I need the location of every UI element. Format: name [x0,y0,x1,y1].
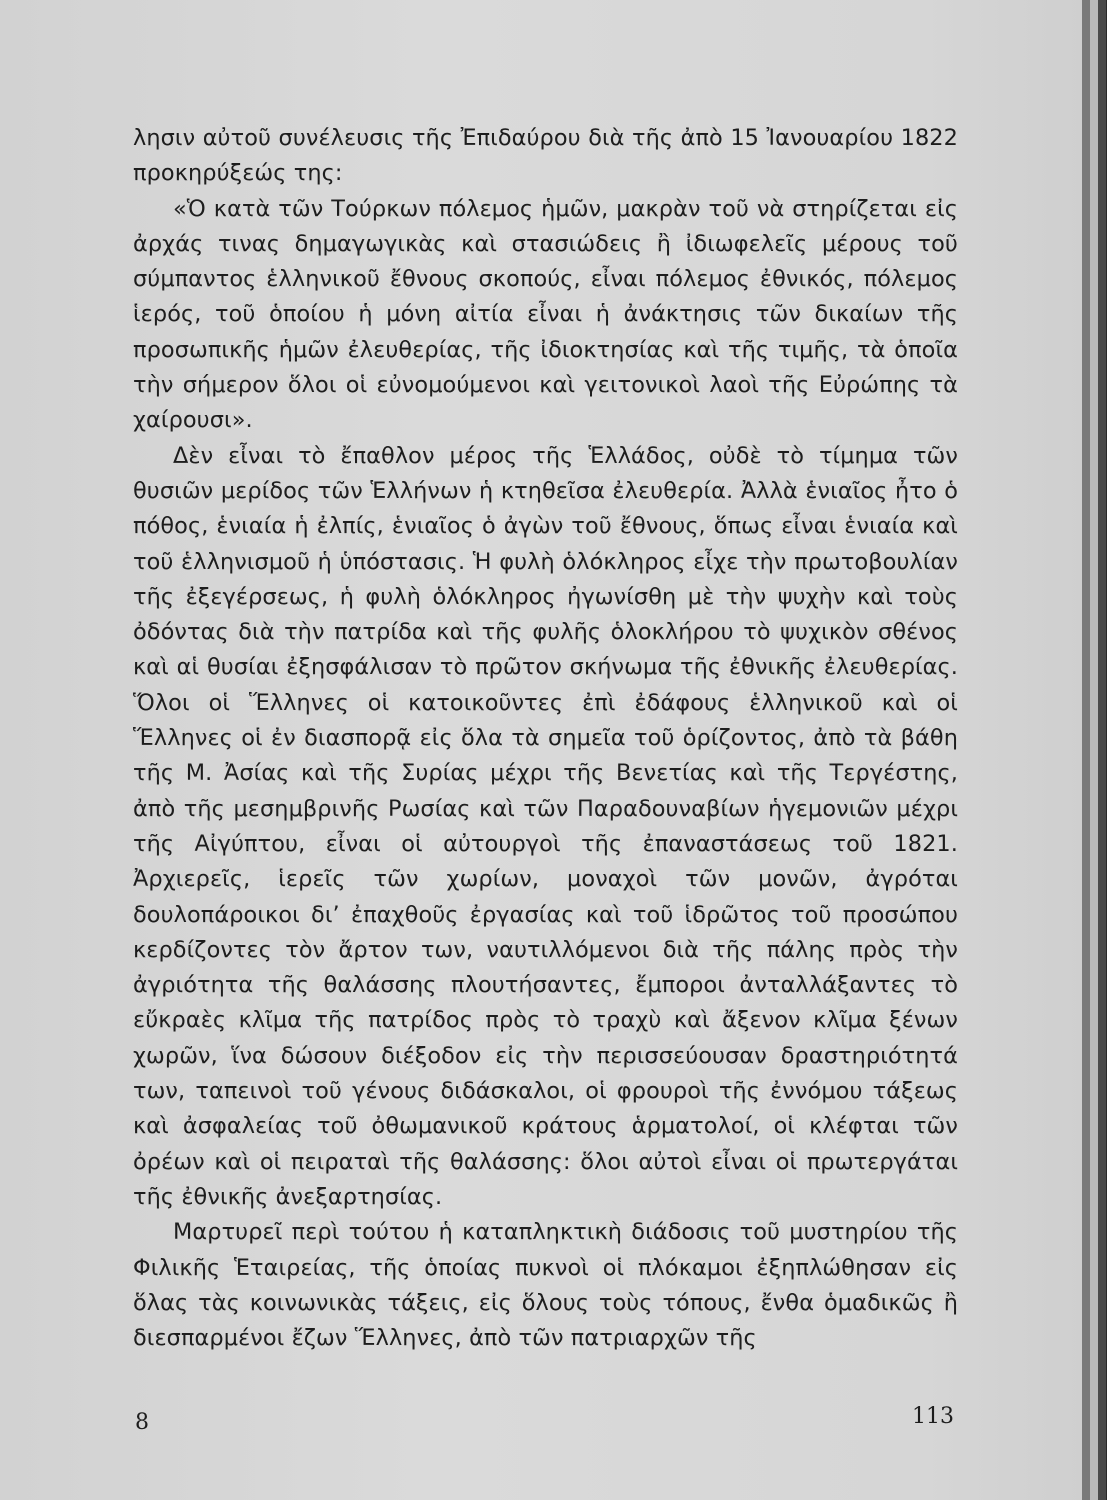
paragraph-last: Μαρτυρεῖ περὶ τούτου ἡ καταπληκτικὴ διάδοσις τοῦ μυστηρίου τῆς Φιλικῆς Ἑταιρείας, τῆς ὁποίας πυκνοὶ οἱ πλόκαμοι ἐξηπλώθησαν εἰς ὅλας τὰς κοινωνικὰς τάξεις, εἰς ὅλους τοὺς τόπους, ἔνθα ὁμαδικῶς ἢ διεσπαρμένοι ἔζων Ἕλληνες, ἀπὸ τῶν πατριαρχῶν τῆς [133,1219,958,1352]
page-edge-shadow [1082,0,1090,1500]
page-number: 113 [912,1404,954,1429]
body-text [133,121,958,1356]
signature-mark: 8 [135,1410,149,1435]
page-edge-dark [1098,0,1106,1500]
paragraph-quotation: «Ὁ κατὰ τῶν Τούρκων πόλεμος ἡμῶν, μακρὰν τοῦ νὰ στηρίζεται εἰς ἀρχάς τινας δημαγωγικὰς καὶ στασιώδεις ἢ ἰδιωφελεῖς μέρους τοῦ σύμπαντος ἑλληνικοῦ ἔθνους σκοπούς, εἶναι πόλεμος ἐθνικός, πόλεμος ἱερός, τοῦ ὁποίου ἡ μόνη αἰτία εἶναι ἡ ἀνάκτησις τῶν δικαίων τῆς προσωπικῆς ἡμῶν ἐλευθερίας, τῆς ἰδιοκτησίας καὶ τῆς τιμῆς, τὰ ὁποῖα τὴν σήμερον ὅλοι οἱ εὐνομούμενοι καὶ γειτονικοὶ λαοὶ τῆς Εὐρώπης τὰ χαίρουσι». [133,195,958,434]
paragraph-main: Δὲν εἶναι τὸ ἔπαθλον μέρος τῆς Ἑλλάδος, οὐδὲ τὸ τίμημα τῶν θυσιῶν μερίδος τῶν Ἑλλήνων ἡ κτηθεῖσα ἐλευθερία. Ἀλλὰ ἑνιαῖος ἦτο ὁ πόθος, ἑνιαία ἡ ἐλπίς, ἑνιαῖος ὁ ἀγὼν τοῦ ἔθνους, ὅπως εἶναι ἑνιαία καὶ τοῦ ἑλληνισμοῦ ἡ ὑπόστασις. Ἡ φυλὴ ὁλόκληρος εἶχε τὴν πρωτοβουλίαν τῆς ἐξεγέρσεως, ἡ φυλὴ ὁλόκληρος ἠγωνίσθη μὲ τὴν ψυχὴν καὶ τοὺς ὀδόντας διὰ τὴν πατρίδα καὶ τῆς φυλῆς ὁλοκλήρου τὸ ψυχικὸν σθένος καὶ αἱ θυσίαι ἐξησφάλισαν τὸ πρῶτον σκήνωμα τῆς ἐθνικῆς ἐλευθερίας. Ὅλοι οἱ Ἕλληνες οἱ κατοικοῦντες ἐπὶ ἐδάφους ἑλληνικοῦ καὶ οἱ Ἕλληνες οἱ ἐν διασπορᾷ εἰς ὅλα τὰ σημεῖα τοῦ ὁρίζοντος, ἀπὸ τὰ βάθη τῆς Μ. Ἀσίας καὶ τῆς Συρίας μέχρι τῆς Βενετίας καὶ τῆς Τεργέστης, ἀπὸ τῆς μεσημβρινῆς Ρωσίας καὶ τῶν Παραδουναβίων ἡγεμονιῶν μέχρι τῆς Αἰγύπτου, εἶναι οἱ αὐτουργοὶ τῆς ἐπαναστάσεως τοῦ 1821. Ἀρχιερεῖς, ἱερεῖς τῶν χωρίων, μοναχοὶ τῶν μονῶν, ἀγρόται δουλοπάροικοι δι’ ἐπαχθοῦς ἐργασίας καὶ τοῦ ἱδρῶτος τοῦ προσώπου κερδίζοντες τὸν ἄρτον των, ναυτιλλόμενοι διὰ τῆς πάλης πρὸς τὴν ἀγριότητα τῆς θαλάσσης πλουτήσαντες, ἔμποροι ἀνταλλάξαντες τὸ εὔκραὲς κλῖμα τῆς πατρίδος πρὸς τὸ τραχὺ καὶ ἄξενον κλῖμα ξένων χωρῶν, ἵνα δώσουν διέξοδον εἰς τὴν περισσεύουσαν δραστηριότητά των, ταπεινοὶ τοῦ γένους διδάσκαλοι, οἱ φρουροὶ τῆς ἐννόμου τάξεως καὶ ἀσφαλείας τοῦ ὀθωμανικοῦ κράτους ἁρματολοί, οἱ κλέφται τῶν ὀρέων καὶ οἱ πειραταὶ τῆς θαλάσσης: ὅλοι αὐτοὶ εἶναι οἱ πρωτεργάται τῆς ἐθνικῆς ἀνεξαρτησίας. [133,442,958,1210]
page-edge-next-sheet [1090,0,1098,1500]
paragraph-continuation: λησιν αὐτοῦ συνέλευσις τῆς Ἐπιδαύρου διὰ τῆς ἀπὸ 15 Ἰανουαρίου 1822 προκηρύξεώς της: [133,125,958,187]
